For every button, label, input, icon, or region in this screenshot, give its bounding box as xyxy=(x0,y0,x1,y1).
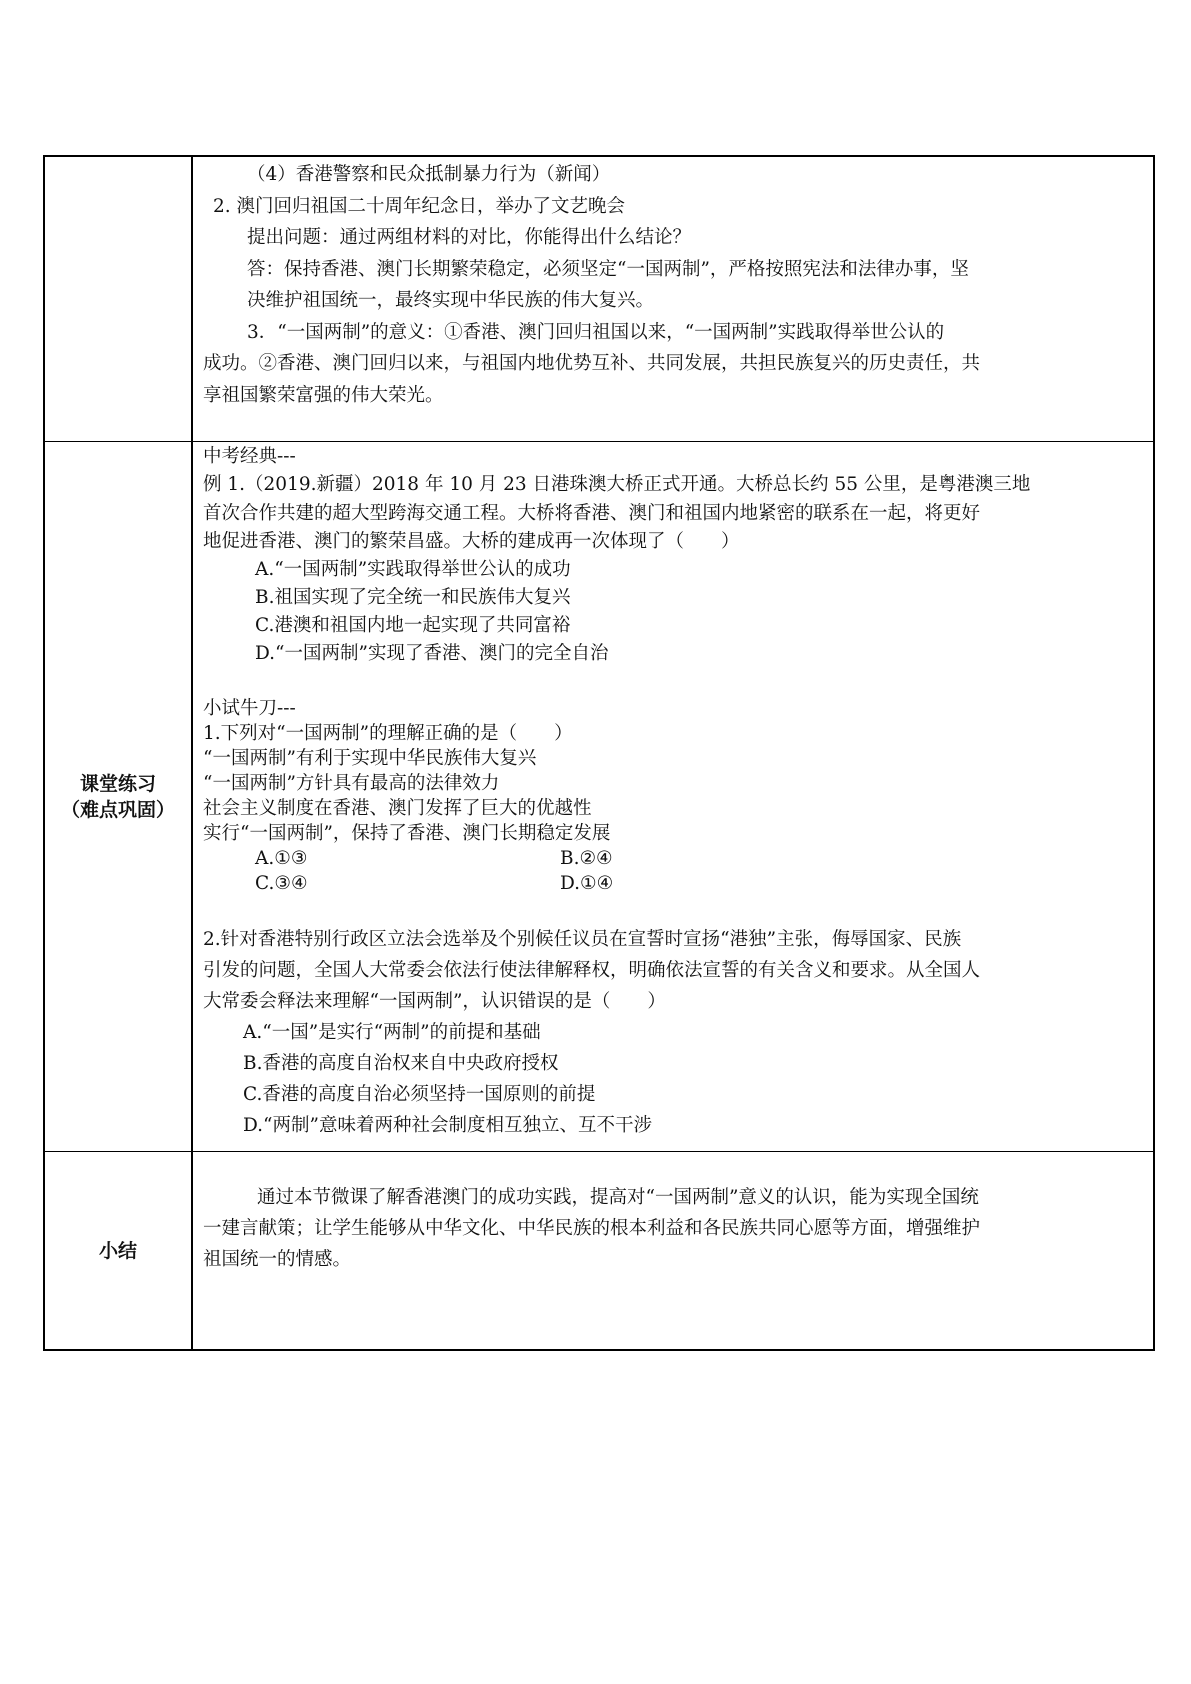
option-a: A.“一国两制”实践取得举世公认的成功 xyxy=(255,559,571,580)
content-cell xyxy=(193,157,1153,441)
statement-1: “一国两制”有利于实现中华民族伟大复兴 xyxy=(203,748,537,769)
q2-line: 引发的问题，全国人大常委会依法行使法律解释权，明确依法宣誓的有关含义和要求。从全国人 xyxy=(203,960,981,981)
option-d: D.“一国两制”实现了香港、澳门的完全自治 xyxy=(255,643,609,664)
q2-option-c: C.香港的高度自治必须坚持一国原则的前提 xyxy=(243,1084,596,1105)
q1-option-d: D.①④ xyxy=(560,873,614,894)
practice-label-cell xyxy=(45,442,193,1151)
practice-sublabel: （难点巩固） xyxy=(60,798,175,821)
q1-options-row-2 xyxy=(203,871,1143,896)
q1-option-c: C.③④ xyxy=(255,873,308,894)
summary-line: 一建言献策；让学生能够从中华文化、中华民族的根本利益和各民族共同心愿等方面，增强维护 xyxy=(203,1218,981,1239)
practice-title: 小试牛刀--- xyxy=(203,698,296,719)
q2-option-d: D.“两制”意味着两种社会制度相互独立、互不干涉 xyxy=(243,1115,652,1136)
statement-3: 社会主义制度在香港、澳门发挥了巨大的优越性 xyxy=(203,798,592,819)
lesson-table xyxy=(43,155,1155,1351)
q1-option-b: B.②④ xyxy=(560,848,613,869)
practice-content-cell xyxy=(193,442,1153,1151)
text-line: 决维护祖国统一，最终实现中华民族的伟大复兴。 xyxy=(247,290,655,311)
table-row-content xyxy=(45,157,1153,441)
summary-line: 祖国统一的情感。 xyxy=(203,1249,352,1270)
summary-content-cell xyxy=(193,1152,1153,1349)
table-row-summary xyxy=(45,1151,1153,1349)
text-line: 答：保持香港、澳门长期繁荣稳定，必须坚定“一国两制”，严格按照宪法和法律办事，坚 xyxy=(247,258,969,280)
q2-line: 大常委会释法来理解“一国两制”，认识错误的是（ ） xyxy=(203,991,666,1012)
q2-option-b: B.香港的高度自治权来自中央政府授权 xyxy=(243,1053,559,1074)
summary-line: 通过本节微课了解香港澳门的成功实践，提高对“一国两制”意义的认识，能为实现全国统 xyxy=(257,1187,979,1208)
summary-label-cell xyxy=(45,1152,193,1349)
text-line: 2. 澳门回归祖国二十周年纪念日，举办了文艺晚会 xyxy=(213,195,626,217)
text-line: （4）香港警察和民众抵制暴力行为（新闻） xyxy=(247,164,611,185)
q1-option-a: A.①③ xyxy=(255,848,308,869)
text-line: 3．“一国两制”的意义：①香港、澳门回归祖国以来，“一国两制”实践取得举世公认的 xyxy=(247,321,945,343)
classic-title: 中考经典--- xyxy=(203,446,296,467)
summary-label: 小结 xyxy=(98,1239,137,1262)
option-c: C.港澳和祖国内地一起实现了共同富裕 xyxy=(255,615,571,636)
statement-4: 实行“一国两制”，保持了香港、澳门长期稳定发展 xyxy=(203,823,611,844)
q2-line: 2.针对香港特别行政区立法会选举及个别候任议员在宣誓时宣扬“港独”主张，侮辱国家、民族 xyxy=(203,929,962,950)
text-line: 成功。②香港、澳门回归以来，与祖国内地优势互补、共同发展，共担民族复兴的历史责任，共 xyxy=(203,353,981,374)
statement-2: “一国两制”方针具有最高的法律效力 xyxy=(203,773,500,794)
example-line: 首次合作共建的超大型跨海交通工程。大桥将香港、澳门和祖国内地紧密的联系在一起，将更好 xyxy=(203,503,981,524)
practice-label: 课堂练习 xyxy=(79,772,156,795)
example-line: 地促进香港、澳门的繁荣昌盛。大桥的建成再一次体现了（ ） xyxy=(203,531,740,552)
q2-option-a: A.“一国”是实行“两制”的前提和基础 xyxy=(243,1022,541,1043)
table-row-practice xyxy=(45,441,1153,1151)
option-b: B.祖国实现了完全统一和民族伟大复兴 xyxy=(255,587,571,608)
text-line: 享祖国繁荣富强的伟大荣光。 xyxy=(203,384,444,406)
q1-options-row-1 xyxy=(203,846,1143,871)
text-line: 提出问题：通过两组材料的对比，你能得出什么结论？ xyxy=(247,227,692,248)
empty-label-cell xyxy=(45,157,193,441)
example-line: 例 1.（2019.新疆）2018 年 10 月 23 日港珠澳大桥正式开通。大桥总长约 55 公里，是粤港澳三地 xyxy=(203,474,1031,495)
question-stem: 1.下列对“一国两制”的理解正确的是（ ） xyxy=(203,723,573,744)
